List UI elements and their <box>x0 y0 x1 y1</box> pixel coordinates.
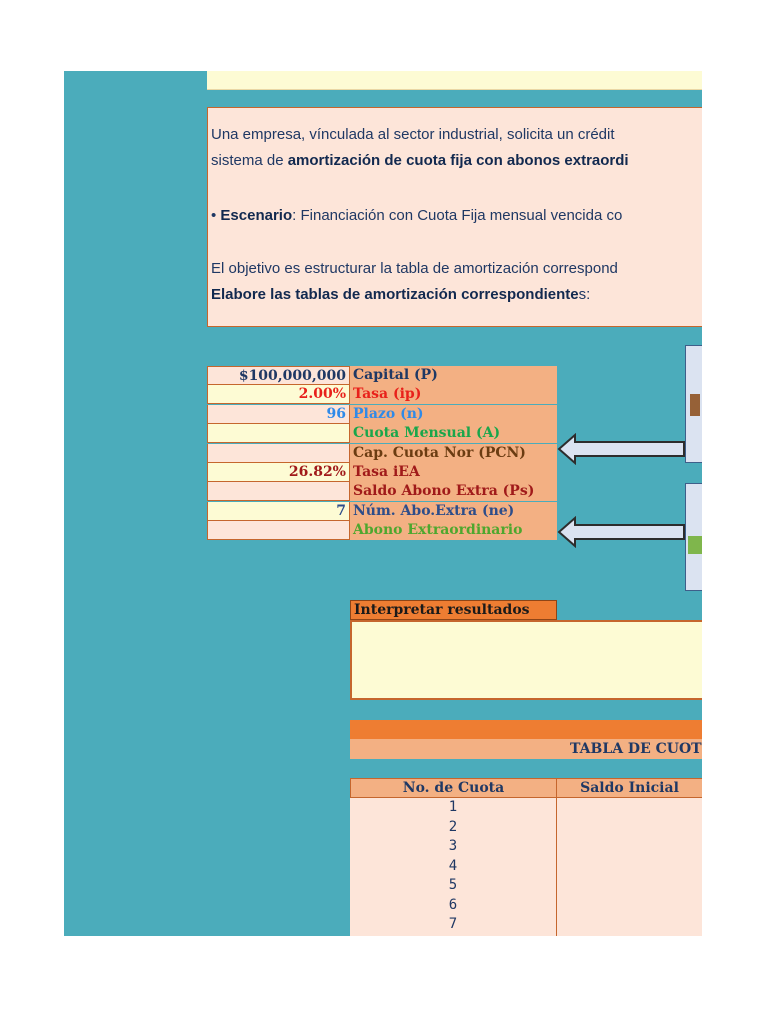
table-row: 5 <box>448 877 458 893</box>
table-row: 1 <box>448 799 458 815</box>
interpret-results-input[interactable] <box>350 620 702 700</box>
formula-glyph <box>688 536 702 554</box>
param-value-cell[interactable] <box>207 521 350 540</box>
param-label: Saldo Abono Extra (Ps) <box>350 482 557 501</box>
table-row: 2 <box>448 818 458 835</box>
param-row <box>207 463 557 482</box>
param-label: Capital (P) <box>350 366 557 385</box>
table-row: 7 <box>448 916 458 932</box>
table-header-band <box>350 720 702 739</box>
param-row <box>207 405 557 424</box>
param-label: Plazo (n) <box>350 405 557 424</box>
scenario-line: • Escenario: Financiación con Cuota Fija mensual vencida co <box>211 207 623 224</box>
left-arrow-icon <box>557 516 687 548</box>
left-arrow-icon <box>557 433 687 465</box>
objective-line: El objetivo es estructurar la tabla de amortización correspond <box>211 260 618 277</box>
top-cream-band <box>207 71 702 90</box>
table-row: 6 <box>448 896 458 913</box>
param-row <box>207 366 557 385</box>
instruction-line: Elabore las tablas de amortización correspondientes: <box>211 286 591 303</box>
param-row <box>207 385 557 404</box>
param-row <box>207 482 557 501</box>
spreadsheet-area <box>64 71 702 936</box>
param-value-cell[interactable] <box>207 482 350 501</box>
param-value-cell[interactable]: 2.00% <box>207 385 350 404</box>
saldo-inicial-column <box>556 798 702 936</box>
param-label: Cap. Cuota Nor (PCN) <box>350 444 557 463</box>
interpret-results-header: Interpretar resultados <box>350 600 557 620</box>
table-row: 3 <box>448 838 458 854</box>
column-header-cuota: No. de Cuota <box>350 778 557 798</box>
param-value-cell[interactable] <box>207 424 350 443</box>
formula-box-1 <box>685 345 702 463</box>
column-header-saldo-inicial: Saldo Inicial <box>556 778 702 798</box>
param-value-cell[interactable] <box>207 444 350 463</box>
param-row <box>207 424 557 443</box>
parameters-table <box>207 366 557 541</box>
problem-line-2: sistema de amortización de cuota fija con abonos extraordi <box>211 152 629 169</box>
formula-glyph <box>690 394 700 416</box>
table-title: TABLA DE CUOT <box>350 739 702 759</box>
param-label: Tasa iEA <box>350 463 557 482</box>
amortization-table-body <box>350 798 702 936</box>
table-row: 4 <box>448 857 458 874</box>
param-row <box>207 502 557 521</box>
formula-box-2 <box>685 483 702 591</box>
problem-line-1: Una empresa, vínculada al sector industrial, solicita un crédit <box>211 126 615 143</box>
param-value-cell[interactable]: 7 <box>207 502 350 521</box>
param-value-cell[interactable]: 26.82% <box>207 463 350 482</box>
param-label: Cuota Mensual (A) <box>350 424 557 443</box>
param-label: Tasa (ip) <box>350 385 557 404</box>
param-row <box>207 521 557 540</box>
table-column-headers <box>350 778 702 798</box>
param-label: Núm. Abo.Extra (ne) <box>350 502 557 521</box>
param-value-cell[interactable]: $100,000,000 <box>207 366 350 385</box>
problem-statement-box <box>207 107 702 327</box>
param-row <box>207 444 557 463</box>
param-label: Abono Extraordinario <box>350 521 557 540</box>
param-value-cell[interactable]: 96 <box>207 405 350 424</box>
